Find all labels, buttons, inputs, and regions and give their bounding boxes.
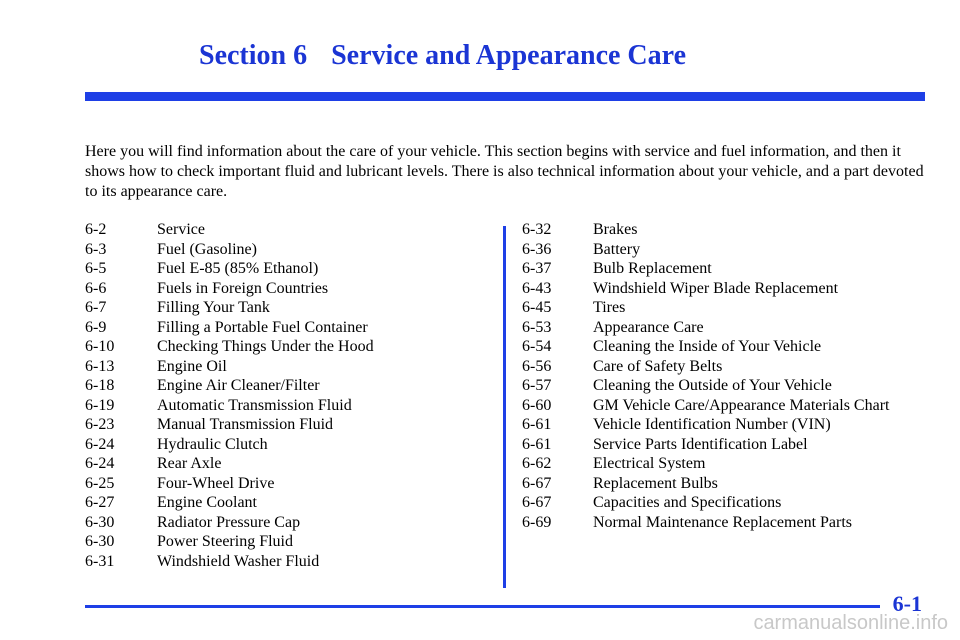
toc-page-number: 6-30 xyxy=(85,513,115,531)
watermark-text: carmanualsonline.info xyxy=(753,612,948,634)
toc-entry[interactable] xyxy=(522,357,889,377)
toc-entry-label: Automatic Transmission Fluid xyxy=(157,396,352,414)
toc-entry-label: Engine Air Cleaner/Filter xyxy=(157,377,320,394)
toc-entry-label: Windshield Wiper Blade Replacement xyxy=(593,279,839,297)
toc-entry[interactable] xyxy=(522,435,889,455)
toc-page-number: 6-19 xyxy=(85,396,115,414)
toc-page-number: 6-57 xyxy=(522,377,552,394)
toc-entry-label: Normal Maintenance Replacement Parts xyxy=(593,513,853,531)
toc-entry-label: Brakes xyxy=(593,221,638,238)
toc-entry[interactable] xyxy=(85,357,374,377)
toc-page-number: 6-32 xyxy=(522,221,552,238)
toc-entry[interactable] xyxy=(85,435,374,455)
toc-page-number: 6-60 xyxy=(522,396,552,414)
toc-entry[interactable] xyxy=(522,513,889,533)
toc-entry[interactable] xyxy=(85,318,374,338)
toc-entry-label: Bulb Replacement xyxy=(593,260,712,277)
toc-page-number: 6-53 xyxy=(522,318,552,336)
toc-entry-label: Rear Axle xyxy=(157,455,222,472)
section-title xyxy=(0,40,885,72)
toc-entry-label: Fuel E-85 (85% Ethanol) xyxy=(157,260,319,277)
toc-page-number: 6-62 xyxy=(522,455,552,472)
toc-entry[interactable] xyxy=(85,493,374,513)
toc-page-number: 6-54 xyxy=(522,338,552,355)
toc-entry[interactable] xyxy=(85,337,374,357)
toc-entry[interactable] xyxy=(522,474,889,494)
toc-entry-label: Manual Transmission Fluid xyxy=(157,416,334,433)
toc-entry-label: Electrical System xyxy=(593,455,706,472)
toc-entry-label: Filling Your Tank xyxy=(157,299,270,316)
section-name: Service and Appearance Care xyxy=(331,40,686,71)
toc-page-number: 6-27 xyxy=(85,494,115,511)
toc-entry-label: Windshield Washer Fluid xyxy=(157,552,320,570)
toc-page-number: 6-7 xyxy=(85,299,107,316)
toc-page-number: 6-45 xyxy=(522,299,552,316)
toc-entry-label: Engine Coolant xyxy=(157,494,257,511)
toc-entry[interactable] xyxy=(522,337,889,357)
toc-entry[interactable] xyxy=(85,259,374,279)
toc-page-number: 6-56 xyxy=(522,357,552,375)
toc-entry[interactable] xyxy=(85,279,374,299)
header-rule xyxy=(85,92,925,101)
toc-entry-label: Hydraulic Clutch xyxy=(157,435,268,453)
toc-entry[interactable] xyxy=(85,513,374,533)
toc-entry[interactable] xyxy=(522,259,889,279)
toc-page-number: 6-61 xyxy=(522,416,552,433)
toc-entry-label: Four-Wheel Drive xyxy=(157,474,275,492)
toc-entry[interactable] xyxy=(85,376,374,396)
toc-entry-label: Service Parts Identification Label xyxy=(593,435,808,453)
toc-entry[interactable] xyxy=(522,396,889,416)
toc-entry[interactable] xyxy=(85,298,374,318)
toc-entry-label: Fuels in Foreign Countries xyxy=(157,279,329,297)
toc-entry[interactable] xyxy=(522,240,889,260)
toc-entry[interactable] xyxy=(85,220,374,240)
toc-page-number: 6-67 xyxy=(522,494,552,511)
toc-right-column xyxy=(522,220,889,532)
toc-entry[interactable] xyxy=(85,396,374,416)
toc-entry-label: Cleaning the Inside of Your Vehicle xyxy=(593,338,822,355)
toc-entry-label: Fuel (Gasoline) xyxy=(157,240,257,258)
toc-page-number: 6-13 xyxy=(85,357,115,375)
toc-entry[interactable] xyxy=(522,318,889,338)
toc-page-number: 6-30 xyxy=(85,533,115,550)
toc-entry[interactable] xyxy=(522,376,889,396)
toc-entry-label: Replacement Bulbs xyxy=(593,474,718,492)
toc-left-column xyxy=(85,220,374,571)
toc-page-number: 6-36 xyxy=(522,240,552,258)
toc-page-number: 6-37 xyxy=(522,260,552,277)
toc-page-number: 6-69 xyxy=(522,513,552,531)
footer-rule xyxy=(85,605,880,608)
toc-page-number: 6-23 xyxy=(85,416,115,433)
toc-page-number: 6-6 xyxy=(85,279,107,297)
section-number: Section 6 xyxy=(199,40,308,71)
toc-page-number: 6-5 xyxy=(85,260,107,277)
toc-entry-label: Appearance Care xyxy=(593,318,704,336)
toc-entry-label: Vehicle Identification Number (VIN) xyxy=(593,416,831,433)
toc-entry-label: Checking Things Under the Hood xyxy=(157,338,374,355)
toc-entry-label: Tires xyxy=(593,299,626,316)
toc-entry[interactable] xyxy=(522,454,889,474)
toc-entry-label: Capacities and Specifications xyxy=(593,494,782,511)
toc-entry-label: GM Vehicle Care/Appearance Materials Chart xyxy=(593,396,890,414)
toc-entry-label: Care of Safety Belts xyxy=(593,357,723,375)
toc-entry[interactable] xyxy=(85,454,374,474)
toc-page-number: 6-10 xyxy=(85,338,115,355)
toc-entry[interactable] xyxy=(85,240,374,260)
toc-page-number: 6-25 xyxy=(85,474,115,492)
toc-entry[interactable] xyxy=(522,493,889,513)
toc-entry[interactable] xyxy=(85,532,374,552)
toc-entry[interactable] xyxy=(522,279,889,299)
toc-page-number: 6-2 xyxy=(85,221,107,238)
column-divider xyxy=(503,226,506,588)
toc-entry[interactable] xyxy=(522,298,889,318)
toc-page-number: 6-9 xyxy=(85,318,107,336)
toc-entry-label: Cleaning the Outside of Your Vehicle xyxy=(593,377,832,394)
toc-page-number: 6-24 xyxy=(85,455,115,472)
toc-page-number: 6-61 xyxy=(522,435,552,453)
toc-entry[interactable] xyxy=(85,415,374,435)
toc-page-number: 6-18 xyxy=(85,377,115,394)
toc-entry-label: Radiator Pressure Cap xyxy=(157,513,301,531)
toc-entry[interactable] xyxy=(85,474,374,494)
toc-page-number: 6-3 xyxy=(85,240,107,258)
toc-entry[interactable] xyxy=(85,552,374,572)
toc-entry-label: Battery xyxy=(593,240,641,258)
page-number: 6-1 xyxy=(892,591,922,616)
toc-page-number: 6-31 xyxy=(85,552,115,570)
toc-entry-label: Engine Oil xyxy=(157,357,227,375)
toc-entry-label: Power Steering Fluid xyxy=(157,533,293,550)
toc-page-number: 6-24 xyxy=(85,435,115,453)
toc-entry[interactable] xyxy=(522,415,889,435)
toc-page-number: 6-67 xyxy=(522,474,552,492)
toc-entry[interactable] xyxy=(522,220,889,240)
toc-entry-label: Service xyxy=(157,221,205,238)
intro-paragraph: Here you will find information about the care of your vehicle. This section begins with service and fuel information, and then it shows how to check important fluid and lubricant levels. There is also technical information about your vehicle, and a part devoted to its appearance care. xyxy=(85,143,924,200)
toc-page-number: 6-43 xyxy=(522,279,552,297)
toc-entry-label: Filling a Portable Fuel Container xyxy=(157,318,368,336)
